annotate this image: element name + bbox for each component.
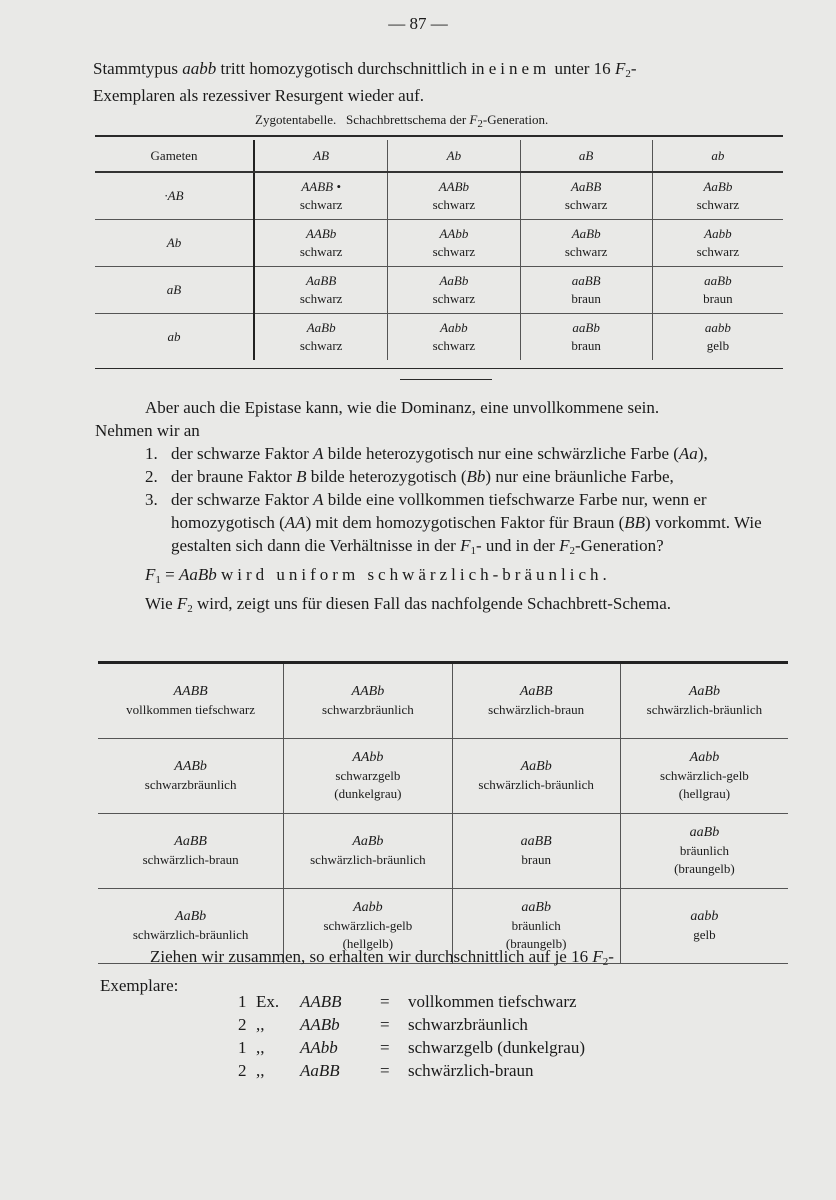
main-text — [95, 396, 795, 621]
list-item: 1. der schwarze Faktor A bilde heterozygotisch nur eine schwärzliche Farbe (Aa), — [145, 444, 708, 463]
board-cell: aaBb bräunlich (braungelb) — [452, 889, 620, 964]
zygote-cell: AaBb schwarz — [652, 172, 783, 220]
board-cell: AaBb schwärzlich-bräunlich — [620, 663, 788, 739]
intro-line-1: Stammtypus aabb tritt homozygotisch durchschnittlich in einem unter 16 $F_2-$ — [93, 59, 637, 80]
gamete-header: AB — [254, 140, 388, 172]
gameten-label: Gameten — [95, 140, 254, 172]
summary-line-1: Ziehen wir zusammen, so erhalten wir durchschnittlich auf je 16 $F_2-$ — [150, 947, 614, 968]
table-caption: Zygotentabelle. Schachbrettschema der $F_2$-Generation. — [255, 112, 549, 130]
zygote-row — [95, 172, 783, 220]
board-cell: AABb schwarzbräunlich — [98, 739, 284, 814]
zygote-row — [95, 267, 783, 314]
board-cell: AaBb schwärzlich-bräunlich — [284, 814, 452, 889]
assumption-list — [95, 442, 795, 563]
paragraph-epistase: Aber auch die Epistase kann, wie die Dominanz, eine unvollkommene sein. — [145, 398, 660, 417]
board-row — [98, 739, 788, 814]
zygote-cell: AaBB schwarz — [520, 172, 652, 220]
zygote-cell: AaBB schwarz — [254, 267, 388, 314]
f2-statement: Wie $F_2$ wird, zeigt uns für diesen Fall das nachfolgende Schachbrett-Schema. — [145, 594, 671, 615]
board-cell: aaBB braun — [452, 814, 620, 889]
zygote-cell: AaBb schwarz — [388, 267, 520, 314]
board-cell: AaBB schwärzlich-braun — [98, 814, 284, 889]
intro-line-2: Exemplaren als rezessiver Resurgent wieder auf. — [93, 86, 425, 105]
zygote-cell: AABb schwarz — [254, 220, 388, 267]
zygote-table — [95, 140, 783, 360]
intro-paragraph — [93, 58, 793, 106]
zygote-cell: aabb gelb — [652, 314, 783, 361]
count-row: 2 ,, AaBB = schwärzlich-braun — [238, 1061, 534, 1080]
count-row: 1 Ex. AABB = vollkommen tiefschwarz — [238, 992, 577, 1011]
board-cell: Aabb schwärzlich-gelb (hellgelb) — [284, 889, 452, 964]
board-cell: AaBb schwärzlich-bräunlich — [98, 889, 284, 964]
section-divider — [400, 379, 492, 380]
board-cell: AaBb schwärzlich-bräunlich — [452, 739, 620, 814]
zygote-cell: Aabb schwarz — [388, 314, 520, 361]
board-row — [98, 663, 788, 739]
phenotype-board — [98, 661, 788, 964]
board-row — [98, 814, 788, 889]
zygote-cell: Aabb schwarz — [652, 220, 783, 267]
table-top-rule — [95, 135, 783, 137]
gamete-header: Ab — [388, 140, 520, 172]
zygote-table-header — [95, 140, 783, 172]
board-cell: aaBb bräunlich (braungelb) — [620, 814, 788, 889]
f1-statement: $F_1$ = AaBb wird uniform schwärzlich-bräunlich. — [145, 565, 611, 586]
zygote-cell: aaBb braun — [520, 314, 652, 361]
row-gamete: ·AB — [95, 172, 254, 220]
gamete-header: aB — [520, 140, 652, 172]
list-item: 2. der braune Faktor B bilde heterozygotisch (Bb) nur eine bräunliche Farbe, — [145, 467, 674, 486]
board-cell: AaBB schwärzlich-braun — [452, 663, 620, 739]
table-bottom-rule — [95, 368, 783, 369]
zygote-row — [95, 220, 783, 267]
count-row: 1 ,, AAbb = schwarzgelb (dunkelgrau) — [238, 1038, 586, 1057]
page-number: — 87 — — [388, 14, 448, 33]
zygote-cell: AaBb schwarz — [520, 220, 652, 267]
row-gamete: aB — [95, 267, 254, 314]
row-gamete: ab — [95, 314, 254, 361]
zygote-cell: AABb schwarz — [388, 172, 520, 220]
list-item: 3. der schwarze Faktor A bilde eine vollkommen tiefschwarze Farbe nur, wenn er homozygotisch (AA) mit dem homozygotischen Faktor für Braun (BB) vorkommt. Wie gestalten sich dann die Verhältnisse in der $F_1-$ und in der $F_2$-Generation? — [145, 490, 762, 557]
board-cell: AABb schwarzbräunlich — [284, 663, 452, 739]
board-cell: aabb gelb — [620, 889, 788, 964]
board-cell: AAbb schwarzgelb (dunkelgrau) — [284, 739, 452, 814]
summary-line-2: Exemplare: — [100, 976, 179, 995]
board-cell: AABB vollkommen tiefschwarz — [98, 663, 284, 739]
zygote-cell: AABB • schwarz — [254, 172, 388, 220]
row-gamete: Ab — [95, 220, 254, 267]
zygote-row — [95, 314, 783, 361]
zygote-cell: aaBb braun — [652, 267, 783, 314]
zygote-cell: AaBb schwarz — [254, 314, 388, 361]
count-row: 2 ,, AABb = schwarzbräunlich — [238, 1015, 528, 1034]
counts-list — [238, 990, 585, 1082]
paragraph-nehmen: Nehmen wir an — [95, 421, 200, 440]
gamete-header: ab — [652, 140, 783, 172]
zygote-cell: aaBB braun — [520, 267, 652, 314]
board-cell: Aabb schwärzlich-gelb (hellgrau) — [620, 739, 788, 814]
zygote-cell: AAbb schwarz — [388, 220, 520, 267]
